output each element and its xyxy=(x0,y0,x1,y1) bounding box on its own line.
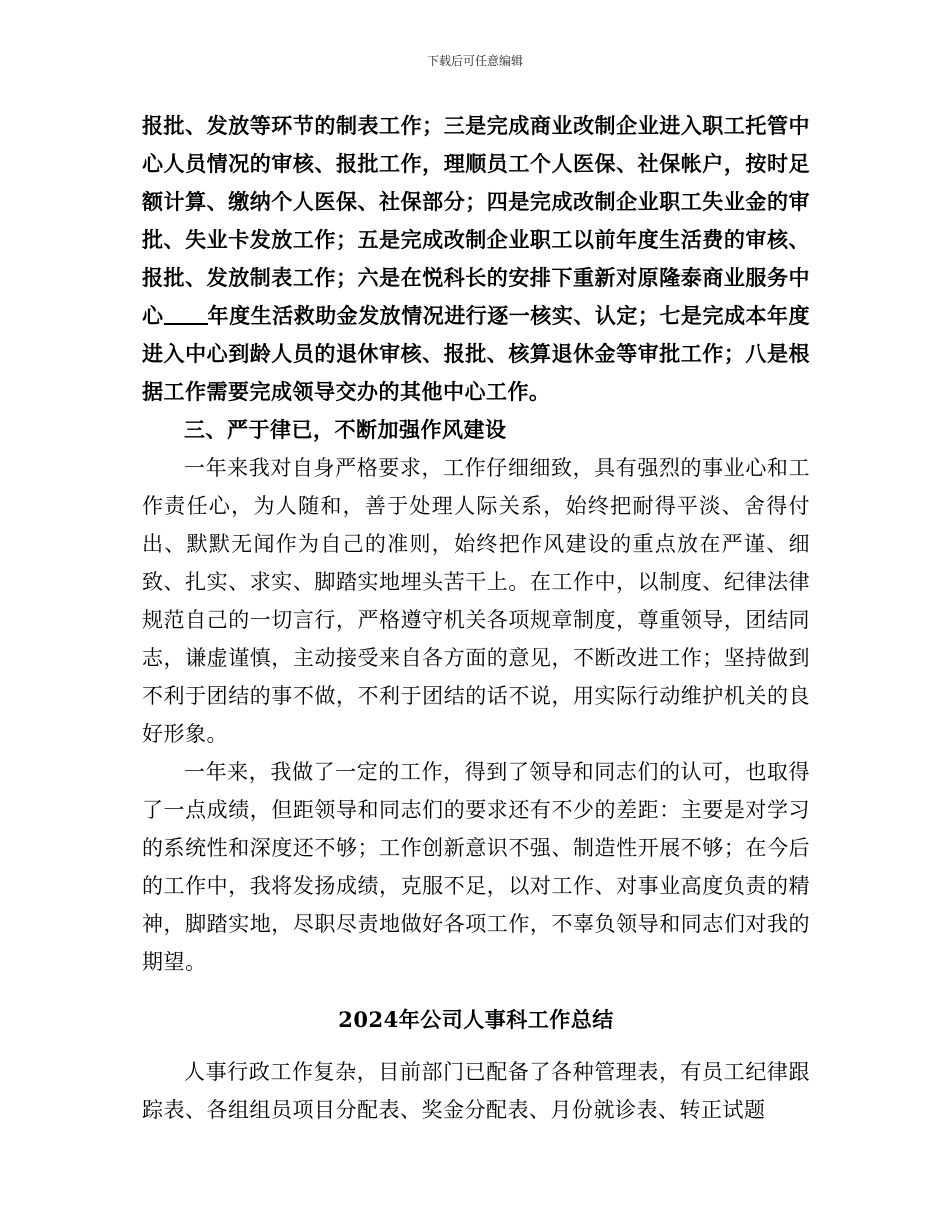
document-body xyxy=(142,107,810,1129)
paragraph-summary: 一年来，我做了一定的工作，得到了领导和同志们的认可，也取得了一点成绩，但距领导和同志们的要求还有不少的差距：主要是对学习的系统性和深度还不够；工作创新意识不强、制造性开展不够；在今后的工作中，我将发扬成绩，克服不足，以对工作、对事业高度负责的精神，脚踏实地，尽职尽责地做好各项工作，不辜负领导和同志们对我的期望。 xyxy=(142,760,810,974)
page-header-note: 下载后可任意编辑 xyxy=(426,54,523,68)
paragraph-hr-intro: 人事行政工作复杂，目前部门已配备了各种管理表，有员工纪律跟踪表、各组组员项目分配表、奖金分配表、月份就诊表、转正试题 xyxy=(142,1060,810,1122)
section-heading-3: 三、严于律已，不断加强作风建设 xyxy=(184,417,507,442)
paragraph-work-style: 一年来我对自身严格要求，工作仔细细致，具有强烈的事业心和工作责任心，为人随和，善于处理人际关系，始终把耐得平淡、舍得付出、默默无闻作为自己的准则，始终把作风建设的重点放在严谨、细致、扎实、求实、脚踏实地埋头苦干上。在工作中，以制度、纪律法律规范自己的一切言行，严格遵守机关各项规章制度，尊重领导，团结同志，谦虚谨慎，主动接受来自各方面的意见，不断改进工作；坚持做到不利于团结的事不做，不利于团结的话不说，用实际行动维护机关的良好形象。 xyxy=(142,456,810,746)
paragraph-work-items xyxy=(142,107,810,411)
fill-in-blank xyxy=(164,303,208,325)
paragraph-work-items-part1: 报批、发放等环节的制表工作；三是完成商业改制企业进入职工托管中心人员情况的审核、报批工作，理顺员工个人医保、社保帐户，按时足额计算、缴纳个人医保、社保部分；四是完成改制企业职工失业金的审批、失业卡发放工作；五是完成改制企业职工以前年度生活费的审核、报批、发放制表工作；六是在悦科长的安排下重新对原隆泰商业服务中心 xyxy=(142,113,810,328)
document-title: 2024年公司人事科工作总结 xyxy=(338,1007,614,1032)
paragraph-work-items-part2: 年度生活救助金发放情况进行逐一核实、认定；七是完成本年度进入中心到龄人员的退休审核、报批、核算退休金等审批工作；八是根据工作需要完成领导交办的其他中心工作。 xyxy=(142,303,811,404)
